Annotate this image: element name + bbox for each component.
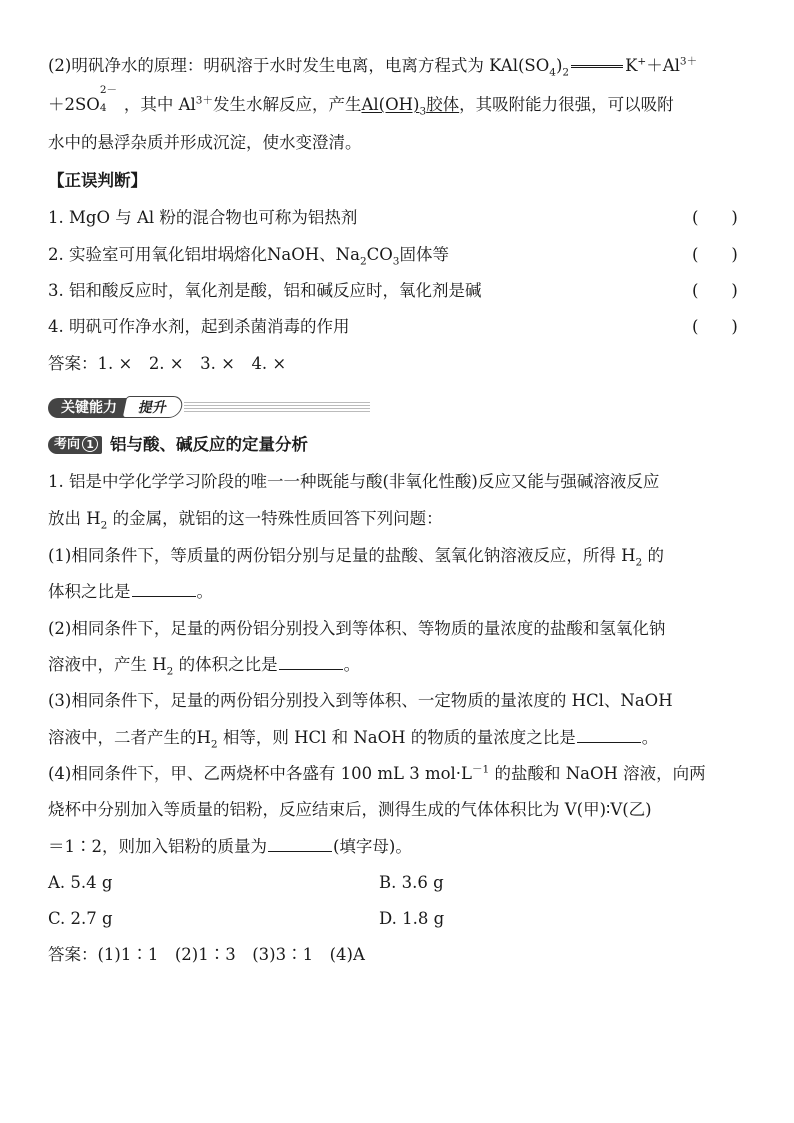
topic-number-circle: 1 (82, 436, 98, 452)
subquestion-1-line-1 (48, 545, 748, 567)
question-text: ＝1∶2，则加入铝粉的质量为 (48, 837, 267, 856)
superscript: 3＋ (679, 55, 698, 68)
section-header-sub: 提升 (122, 396, 185, 418)
subquestion-4-line-2: 烧杯中分别加入等质量的铝粉，反应结束后，测得生成的气体体积比为 V(甲)∶V(乙) (48, 800, 652, 819)
question-text: 。 (343, 655, 361, 674)
question-text: 。 (641, 728, 659, 747)
underlined-text: 胶体 (426, 95, 460, 114)
judge-text: 固体等 (399, 245, 449, 264)
question-text: 放出 H (48, 509, 101, 528)
question-text: 溶液中，二者产生的H (48, 728, 211, 747)
principle-line-2 (48, 84, 748, 118)
question-text: 溶液中，产生 H (48, 655, 167, 674)
question-text: 相等，则 HCl 和 NaOH 的物质的量浓度之比是 (217, 728, 576, 747)
subscript: 2 (166, 665, 174, 678)
equals-sign (571, 65, 623, 68)
judge-text: 2. 实验室可用氧化铝坩埚熔化NaOH、Na (48, 245, 360, 264)
answer-paren-1[interactable]: ( ) (692, 208, 738, 227)
section-header-main: 关键能力 (48, 398, 130, 418)
principle-text: ) (555, 56, 563, 75)
superscript: + (637, 55, 647, 68)
option-a[interactable]: A. 5.4 g (48, 873, 113, 892)
principle-text: ＋Al (646, 56, 680, 75)
option-c[interactable]: C. 2.7 g (48, 909, 113, 928)
subscript: 2 (562, 66, 570, 79)
subscript: 2 (359, 255, 367, 268)
answer-blank-4[interactable] (268, 836, 332, 852)
topic-title: 铝与酸、碱反应的定量分析 (110, 434, 309, 454)
subquestion-2-line-1: (2)相同条件下，足量的两份铝分别投入到等体积、等物质的量浓度的盐酸和氢氧化钠 (48, 619, 666, 638)
question-text: (1)相同条件下，等质量的两份铝分别与足量的盐酸、氢氧化钠溶液反应，所得 H (48, 546, 636, 565)
answer-blank-1[interactable] (132, 581, 196, 597)
superscript: －1 (472, 763, 490, 776)
principle-text: K (625, 56, 638, 75)
superscript: 3＋ (195, 94, 213, 107)
subscript: 3 (392, 255, 400, 268)
section-header (48, 398, 370, 418)
subquestion-4-line-1 (48, 763, 748, 785)
header-stripes-decoration (184, 402, 370, 414)
principle-text: ，其吸附能力很强，可以吸附 (459, 95, 674, 114)
subquestion-1-line-2 (48, 581, 748, 603)
answer-blank-2[interactable] (279, 654, 343, 670)
subscript: 2 (100, 519, 108, 532)
answer-paren-3[interactable]: ( ) (692, 281, 738, 300)
question-answer: 答案：(1)1∶1 (2)1∶3 (3)3∶1 (4)A (48, 945, 365, 964)
subscript: 4 (549, 66, 556, 79)
question-text: 体积之比是 (48, 582, 131, 601)
subquestion-4-line-3 (48, 836, 748, 858)
principle-text: ，其中 Al (123, 95, 196, 114)
question-text: 的体积之比是 (173, 655, 278, 674)
question-stem-line-1: 1. 铝是中学化学学习阶段的唯一一种既能与酸(非氧化性酸)反应又能与强碱溶液反应 (48, 472, 660, 491)
topic-header (48, 434, 308, 454)
option-d[interactable]: D. 1.8 g (379, 909, 445, 928)
sulfate-script: 2－ 4 (99, 84, 118, 114)
judge-heading: 【正误判断】 (48, 171, 147, 190)
judge-text: CO (366, 245, 393, 264)
subquestion-2-line-2 (48, 654, 748, 676)
judge-answer: 答案：1. × 2. × 3. × 4. × (48, 354, 287, 373)
judge-item-3: 3. 铝和酸反应时，氧化剂是酸，铝和碱反应时，氧化剂是碱 (48, 281, 482, 300)
question-text: 的金属，就铝的这一特殊性质回答下列问题： (107, 509, 443, 528)
option-b[interactable]: B. 3.6 g (379, 873, 444, 892)
subscript: 2 (210, 738, 218, 751)
question-text: 的 (642, 546, 664, 565)
subscript: 3 (419, 105, 427, 118)
principle-text: (2)明矾净水的原理：明矾溶于水时发生电离，电离方程式为 KAl(SO (48, 56, 550, 75)
question-stem-line-2 (48, 508, 748, 530)
principle-text: ＋2SO (48, 95, 100, 114)
question-text: (4)相同条件下，甲、乙两烧杯中各盛有 100 mL 3 mol·L (48, 764, 473, 783)
subscript: 2 (635, 556, 643, 569)
topic-badge (48, 436, 102, 454)
question-text: (填字母)。 (333, 837, 412, 856)
principle-text: 发生水解反应，产生 (212, 95, 362, 114)
question-text: 的盐酸和 NaOH 溶液，向两 (489, 764, 706, 783)
judge-item-4: 4. 明矾可作净水剂，起到杀菌消毒的作用 (48, 317, 350, 336)
subquestion-3-line-2 (48, 727, 748, 749)
topic-badge-label: 考向 (54, 436, 81, 452)
underlined-text: Al(OH) (361, 95, 420, 114)
answer-paren-2[interactable]: ( ) (692, 245, 738, 264)
answer-paren-4[interactable]: ( ) (692, 317, 738, 336)
subquestion-3-line-1: (3)相同条件下，足量的两份铝分别投入到等体积、一定物质的量浓度的 HCl、NaOH (48, 691, 673, 710)
judge-item-2 (48, 244, 748, 266)
judge-item-1: 1. MgO 与 Al 粉的混合物也可称为铝热剂 (48, 208, 358, 227)
underlined-term (361, 95, 460, 118)
principle-line-1 (48, 55, 748, 77)
answer-blank-3[interactable] (577, 727, 641, 743)
question-text: 。 (196, 582, 213, 601)
principle-line-3: 水中的悬浮杂质并形成沉淀，使水变澄清。 (48, 133, 362, 152)
